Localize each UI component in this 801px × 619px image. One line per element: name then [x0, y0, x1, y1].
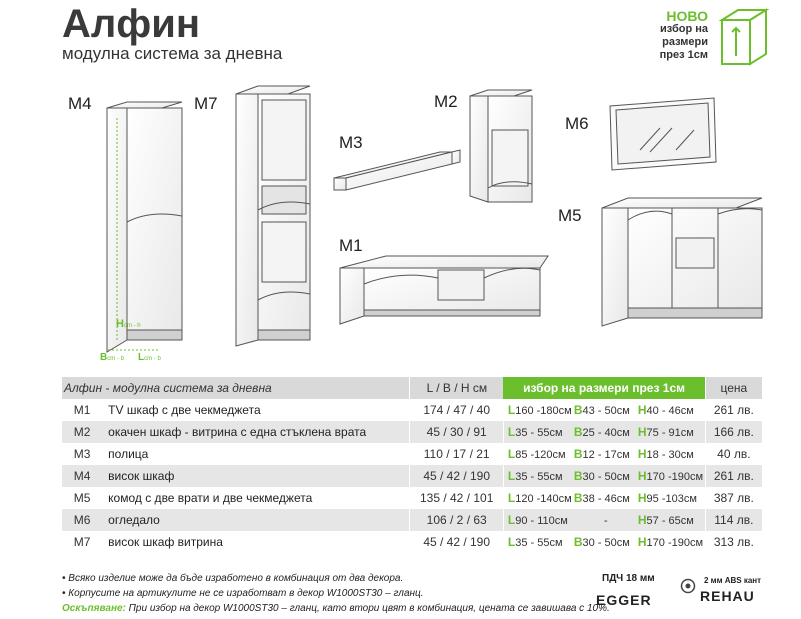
- value-h: 170 -190см: [646, 537, 704, 549]
- note-3-key: Оскъпяване:: [62, 603, 126, 614]
- row-name: висок шкаф: [102, 465, 410, 487]
- pdch-label: ПДЧ 18 мм: [602, 573, 655, 584]
- letter-h: H: [637, 403, 647, 417]
- row-price: 166 лв.: [705, 421, 762, 443]
- label-m3: M3: [339, 133, 363, 152]
- value-b: 12 - 17см: [582, 449, 630, 461]
- note-3-text: При избор на декор W1000ST30 – гланц, като втори цвят в комбинация, цената се завишава с 10%.: [125, 603, 610, 614]
- row-custom: [503, 421, 705, 443]
- custom-b: [574, 469, 638, 483]
- dim-b-sub: cm - b: [107, 356, 124, 362]
- table-row: [62, 399, 762, 421]
- egger-logo: EGGER: [596, 592, 652, 608]
- module-m3-drawing: [334, 150, 460, 190]
- page-title: Алфин: [62, 2, 201, 46]
- value-l: 35 - 55см: [515, 471, 563, 483]
- value-l: 85 -120см: [515, 449, 566, 461]
- table-row: [62, 421, 762, 443]
- custom-l: [504, 447, 574, 461]
- custom-h: [638, 491, 700, 505]
- row-price: 261 лв.: [705, 399, 762, 421]
- letter-b: B: [573, 535, 583, 549]
- row-price: 313 лв.: [705, 531, 762, 553]
- note-1: • Всяко изделие може да бъде изработено в комбинация от два декора.: [62, 573, 404, 584]
- row-code: M7: [73, 535, 91, 549]
- label-m2: M2: [434, 92, 458, 111]
- value-h: 75 - 91см: [646, 427, 694, 439]
- value-l: 120 -140см: [515, 493, 572, 505]
- row-dims: 174 / 47 / 40: [410, 399, 503, 421]
- letter-h: H: [637, 447, 647, 461]
- letter-l: L: [507, 491, 516, 505]
- custom-b: [574, 535, 638, 549]
- value-b: 25 - 40см: [582, 427, 630, 439]
- letter-h: H: [637, 535, 647, 549]
- dim-h: [116, 318, 141, 330]
- row-name: TV шкаф с две чекмеджета: [108, 403, 261, 417]
- rehau-logo: REHAU: [700, 588, 755, 604]
- row-dims: 110 / 17 / 21: [410, 443, 503, 465]
- row-custom: [503, 509, 705, 531]
- row-custom: [503, 465, 705, 487]
- row-code: M3: [73, 447, 91, 461]
- row-dims: 135 / 42 / 101: [410, 487, 503, 509]
- table-row: [62, 509, 762, 531]
- row-custom: [503, 487, 705, 509]
- row-code: M5: [73, 491, 91, 505]
- row-dims: 45 / 42 / 190: [410, 531, 503, 553]
- table-row: [62, 443, 762, 465]
- row-custom: [503, 399, 705, 421]
- new-line-4: през 1см: [659, 49, 708, 61]
- label-m1: M1: [339, 236, 363, 255]
- letter-l: L: [507, 513, 516, 527]
- custom-b: [574, 403, 638, 417]
- value-b: 43 - 50см: [582, 405, 630, 417]
- letter-l: L: [507, 469, 516, 483]
- table-row: [62, 465, 762, 487]
- row-dims: 45 / 42 / 190: [410, 465, 503, 487]
- row-price: 40 лв.: [705, 443, 762, 465]
- new-line-2: избор на: [659, 23, 708, 35]
- module-m4-drawing: [107, 102, 182, 352]
- custom-l: [504, 535, 574, 549]
- letter-h: H: [637, 513, 647, 527]
- label-m7: M7: [194, 94, 218, 113]
- value-h: 95 -103см: [646, 493, 697, 505]
- letter-b: B: [573, 491, 583, 505]
- dim-l-sub: cm - b: [144, 356, 161, 362]
- header-name: Алфин - модулна система за дневна: [62, 377, 410, 399]
- spec-table: [62, 377, 762, 553]
- letter-b: B: [573, 425, 583, 439]
- cube-resize-icon: [718, 6, 770, 68]
- row-code: M4: [62, 465, 102, 487]
- value-l: 160 -180см: [515, 405, 572, 417]
- table-header-row: [62, 377, 762, 399]
- dim-l-letter: L: [138, 352, 145, 363]
- custom-b: -: [604, 515, 608, 527]
- row-code: M1: [73, 403, 91, 417]
- letter-l: L: [507, 447, 516, 461]
- module-m1-drawing: [340, 256, 548, 324]
- row-name: висок шкаф витрина: [108, 535, 223, 549]
- dim-b: [100, 352, 124, 363]
- label-m5: M5: [558, 206, 582, 225]
- new-label: НОВО: [666, 8, 708, 24]
- letter-b: B: [573, 447, 583, 461]
- row-price: 387 лв.: [705, 487, 762, 509]
- value-h: 40 - 46см: [646, 405, 694, 417]
- custom-l: [504, 469, 574, 483]
- dim-l: [138, 352, 161, 363]
- custom-h: [638, 425, 700, 439]
- note-3: [62, 601, 610, 616]
- letter-h: H: [637, 425, 647, 439]
- value-b: 30 - 50см: [582, 471, 630, 483]
- custom-b: [574, 425, 638, 439]
- custom-l: [504, 403, 574, 417]
- row-name: окачен шкаф - витрина с една стъклена врата: [102, 421, 410, 443]
- letter-b: B: [573, 469, 583, 483]
- row-price: 261 лв.: [705, 465, 762, 487]
- custom-b: [574, 447, 638, 461]
- note-2: • Корпусите на артикулите не се изработват в декор W1000ST30 – гланц.: [62, 588, 424, 599]
- custom-l: [504, 513, 574, 527]
- custom-h: [638, 513, 700, 527]
- new-line-3: размери: [662, 36, 708, 48]
- letter-l: L: [507, 425, 516, 439]
- value-h: 18 - 30см: [646, 449, 694, 461]
- row-price: 114 лв.: [705, 509, 762, 531]
- value-h: 170 -190см: [646, 471, 704, 483]
- value-h: 57 - 65см: [646, 515, 694, 527]
- row-dims: 106 / 2 / 63: [410, 509, 503, 531]
- value-l: 90 - 110см: [515, 515, 568, 527]
- letter-b: B: [573, 403, 583, 417]
- header-dims: L / B / H см: [410, 377, 503, 399]
- dim-h-sub: cm - h: [123, 323, 141, 329]
- page-subtitle: модулна система за дневна: [62, 44, 283, 63]
- letter-l: L: [507, 403, 516, 417]
- header-custom: избор на размери през 1см: [503, 377, 705, 399]
- custom-h: [637, 535, 704, 549]
- row-dims: 45 / 30 / 91: [410, 421, 503, 443]
- header-price: цена: [705, 377, 762, 399]
- table-row: [62, 487, 762, 509]
- abs-edge-label: 2 мм ABS кант: [704, 576, 762, 585]
- letter-l: L: [507, 535, 516, 549]
- row-name: комод с две врати и две чекмеджета: [108, 491, 313, 505]
- custom-h: [638, 447, 700, 461]
- letter-h: H: [637, 469, 647, 483]
- row-name: огледало: [102, 509, 410, 531]
- rehau-edge-icon: [680, 578, 696, 594]
- custom-b: [574, 491, 638, 505]
- module-m2-drawing: [470, 90, 532, 202]
- module-m5-drawing: [602, 198, 762, 326]
- footnotes: [62, 571, 610, 616]
- module-m7-drawing: [236, 86, 310, 346]
- dim-b-letter: B: [100, 352, 108, 363]
- value-b: 38 - 46см: [582, 493, 630, 505]
- label-m4: M4: [68, 94, 92, 113]
- new-badge: [648, 10, 708, 62]
- row-custom: [503, 443, 705, 465]
- module-m6-drawing: [610, 98, 716, 170]
- letter-h: H: [637, 491, 647, 505]
- table-row: [62, 531, 762, 553]
- custom-l: [504, 491, 574, 505]
- row-code: M6: [62, 509, 102, 531]
- custom-h: [638, 403, 700, 417]
- row-custom: [503, 531, 705, 553]
- value-l: 35 - 55см: [515, 537, 563, 549]
- label-m6: M6: [565, 114, 589, 133]
- row-name: полица: [108, 447, 149, 461]
- value-l: 35 - 55см: [515, 427, 563, 439]
- custom-l: [504, 425, 574, 439]
- custom-h: [637, 469, 704, 483]
- row-code: M2: [62, 421, 102, 443]
- dim-h-letter: H: [116, 318, 124, 330]
- value-b: 30 - 50см: [582, 537, 630, 549]
